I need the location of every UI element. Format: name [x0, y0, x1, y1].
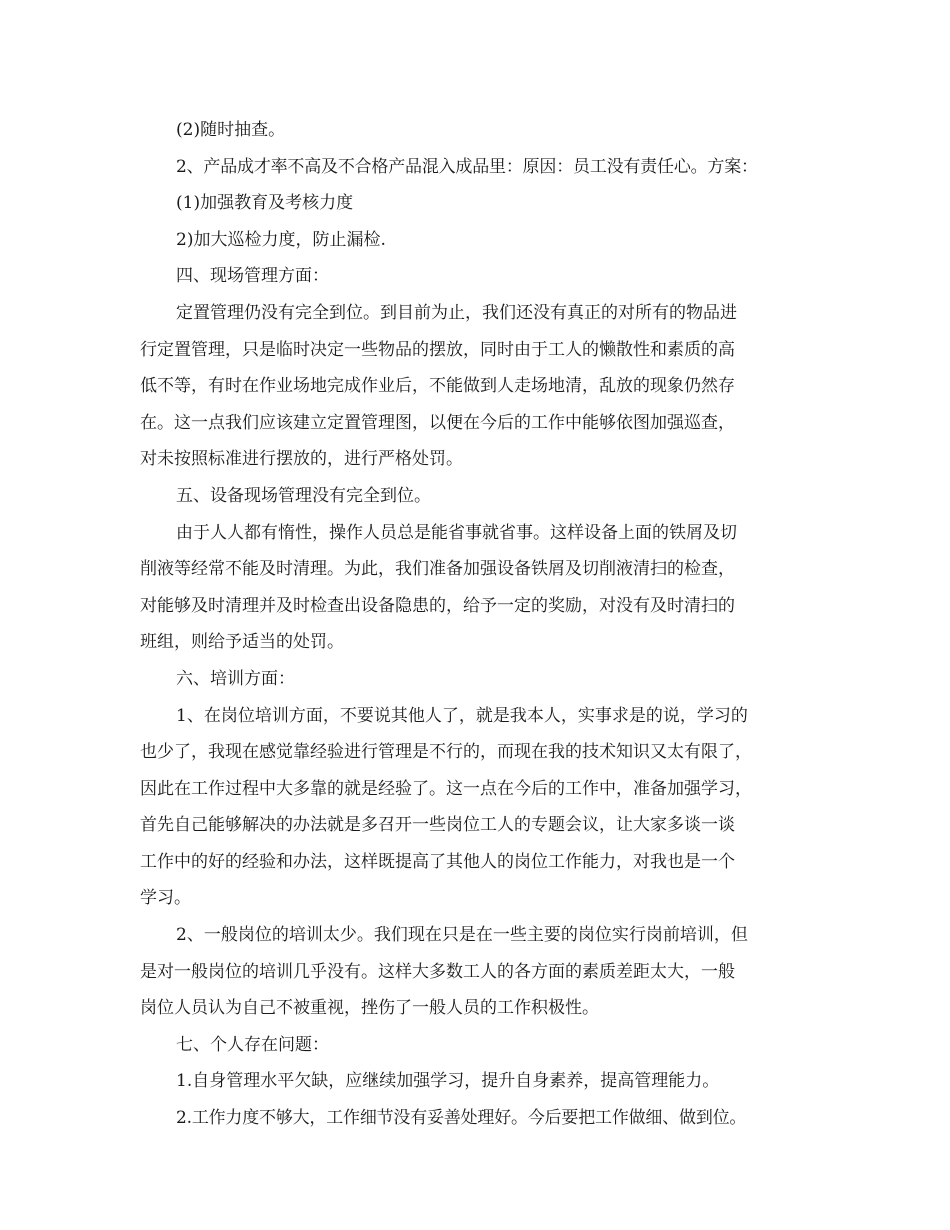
text-line: 班组，则给予适当的处罚。 — [140, 632, 344, 653]
text-line: 2.工作力度不够大，工作细节没有妥善处理好。今后要把工作做细、做到位。 — [176, 1108, 747, 1129]
text-line: 工作中的好的经验和办法，这样既提高了其他人的岗位工作能力，对我也是一个 — [140, 851, 735, 872]
text-line: (1)加强教育及考核力度 — [176, 193, 354, 214]
text-line: 对能够及时清理并及时检查出设备隐患的，给予一定的奖励，对没有及时清扫的 — [140, 595, 735, 616]
text-line: (2)随时抽查。 — [176, 120, 286, 140]
text-line: 1、在岗位培训方面，不要说其他人了，就是我本人，实事求是的说，学习的 — [176, 705, 748, 726]
text-line: 首先自己能够解决的办法就是多召开一些岗位工人的专题会议，让大家多谈一谈 — [140, 815, 735, 836]
section-heading: 四、现场管理方面： — [176, 266, 329, 287]
document-body — [140, 112, 812, 1137]
text-line: 低不等，有时在作业场地完成作业后，不能做到人走场地清，乱放的现象仍然存 — [140, 376, 735, 397]
section-heading: 五、设备现场管理没有完全到位。 — [176, 485, 431, 506]
text-line: 也少了，我现在感觉靠经验进行管理是不行的，而现在我的技术知识又太有限了， — [140, 742, 752, 763]
text-line: 学习。 — [140, 888, 191, 909]
text-line: 1.自身管理水平欠缺，应继续加强学习，提升自身素养，提高管理能力。 — [176, 1071, 720, 1092]
text-line: 岗位人员认为自己不被重视，挫伤了一般人员的工作积极性。 — [140, 998, 599, 1019]
text-line: 2、一般岗位的培训太少。我们现在只是在一些主要的岗位实行岗前培训，但 — [176, 925, 748, 946]
text-line: 行定置管理，只是临时决定一些物品的摆放，同时由于工人的懒散性和素质的高 — [140, 339, 735, 360]
text-line: 对未按照标准进行摆放的，进行严格处罚。 — [140, 449, 463, 470]
text-line: 削液等经常不能及时清理。为此，我们准备加强设备铁屑及切削液清扫的检查， — [140, 559, 735, 580]
text-line: 2)加大巡检力度，防止漏检. — [176, 229, 386, 250]
text-line: 是对一般岗位的培训几乎没有。这样大多数工人的各方面的素质差距太大，一般 — [140, 961, 735, 982]
text-line: 定置管理仍没有完全到位。到目前为止，我们还没有真正的对所有的物品进 — [176, 302, 737, 323]
text-line: 2、产品成才率不高及不合格产品混入成品里：原因：员工没有责任心。方案： — [176, 156, 758, 177]
section-heading: 六、培训方面： — [176, 668, 295, 689]
text-line: 在。这一点我们应该建立定置管理图，以便在今后的工作中能够依图加强巡查， — [140, 412, 735, 433]
text-line: 因此在工作过程中大多靠的就是经验了。这一点在今后的工作中，准备加强学习， — [140, 778, 752, 799]
section-heading: 七、个人存在问题： — [176, 1034, 329, 1055]
text-line: 由于人人都有惰性，操作人员总是能省事就省事。这样设备上面的铁屑及切 — [176, 522, 737, 543]
